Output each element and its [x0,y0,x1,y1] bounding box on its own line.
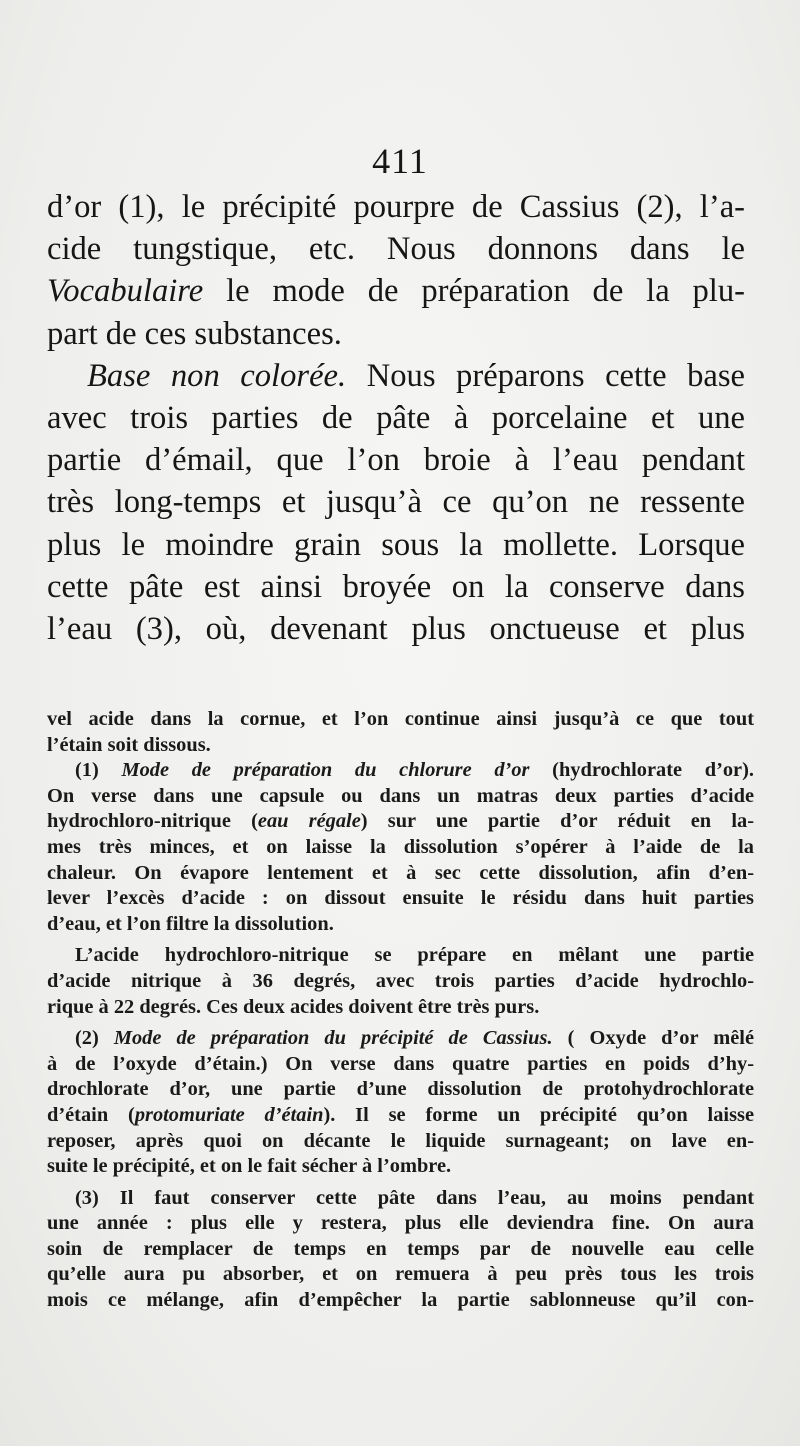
footnote-line: chaleur. On évapore lentement et à sec cette dissolution, afin d’en- [47,861,754,884]
footnote-line [47,809,754,835]
footnote-line: drochlorate d’or, une partie d’une dissolution de protohydrochlorate [47,1078,754,1101]
footnote-marker: (1) [75,759,122,782]
footnote-line: lever l’excès d’acide : on dissout ensuite le résidu dans huit parties [47,887,754,910]
italic-term: protomuriate d’étain [134,1103,324,1126]
text-line: part de ces substances. [47,315,342,352]
footnote-line: d’eau, et l’on filtre la dissolution. [47,912,334,935]
footnote-line [47,1103,754,1129]
footnotes [47,707,754,1314]
text-line: d’or (1), le précipité pourpre de Cassius (2), l’a- [47,189,745,225]
section-heading: Base non colorée. [87,357,347,394]
text-line: très long-temps et jusqu’à ce qu’on ne ressente [47,484,745,521]
text-line: avec trois parties de pâte à porcelaine et une [47,399,745,436]
footnote-line: reposer, après quoi on décante le liquide surnageant; on lave en- [47,1129,754,1152]
text-line: plus le moindre grain sous la mollette. Lorsque [47,526,745,563]
text-line: cide tungstique, etc. Nous donnons dans le [47,231,745,268]
footnote-title: Mode de préparation du précipité de Cassius. [113,1027,553,1050]
footnote-line: soin de remplacer de temps en temps par de nouvelle eau celle [47,1237,754,1260]
text-segment: (hydrochlorate d’or). [529,759,754,782]
footnote-line [47,1026,754,1052]
text-segment: le mode de préparation de la plu- [203,273,745,310]
footnote-line: à de l’oxyde d’étain.) On verse dans quatre parties en poids d’hy- [47,1052,754,1075]
text-segment: d’étain ( [47,1103,135,1126]
text-segment: Nous préparons cette base [346,357,745,394]
footnote-line: rique à 22 degrés. Ces deux acides doivent être très purs. [47,995,540,1018]
text-segment: ( Oxyde d’or mêlé [552,1027,754,1050]
text-line: cette pâte est ainsi broyée on la conserve dans [47,568,745,605]
footnote-title: Mode de préparation du chlorure d’or [121,759,530,782]
page-number: 411 [372,141,428,181]
footnote-line: l’étain soit dissous. [47,733,211,756]
text-segment: ). Il se forme un précipité qu’on laisse [323,1103,754,1126]
italic-term: Vocabulaire [47,273,204,310]
footnote-line: une année : plus elle y restera, plus elle deviendra fine. On aura [47,1212,754,1235]
footnote-line: mois ce mélange, afin d’empêcher la partie sablonneuse qu’il con- [47,1289,754,1312]
text-line: l’eau (3), où, devenant plus onctueuse et plus [47,610,745,647]
text-segment: hydrochloro-nitrique ( [47,810,258,833]
text-line [47,270,745,312]
footnote-line: (3) Il faut conserver cette pâte dans l’eau, au moins pendant [75,1186,754,1209]
footnote-line [47,758,754,784]
text-line [47,355,745,397]
footnote-marker: (2) [75,1027,114,1050]
italic-term: eau régale [257,810,361,833]
main-text [47,186,745,650]
footnote-line: vel acide dans la cornue, et l’on continue ainsi jusqu’à ce que tout [47,708,754,730]
footnote-line: qu’elle aura pu absorber, et on remuera à peu près tous les trois [47,1263,754,1286]
footnote-line: On verse dans une capsule ou dans un matras deux parties d’acide [47,784,754,807]
footnote-line: mes très minces, et on laisse la dissolution s’opérer à l’aide de la [47,835,754,858]
footnote-line: suite le précipité, et on le fait sécher à l’ombre. [47,1155,452,1178]
footnote-line: L’acide hydrochloro-nitrique se prépare en mêlant une partie [75,944,754,967]
footnote-line: d’acide nitrique à 36 degrés, avec trois parties d’acide hydrochlo- [47,969,754,992]
text-segment: ) sur une partie d’or réduit en la- [360,810,754,833]
text-line: partie d’émail, que l’on broie à l’eau pendant [47,442,745,479]
